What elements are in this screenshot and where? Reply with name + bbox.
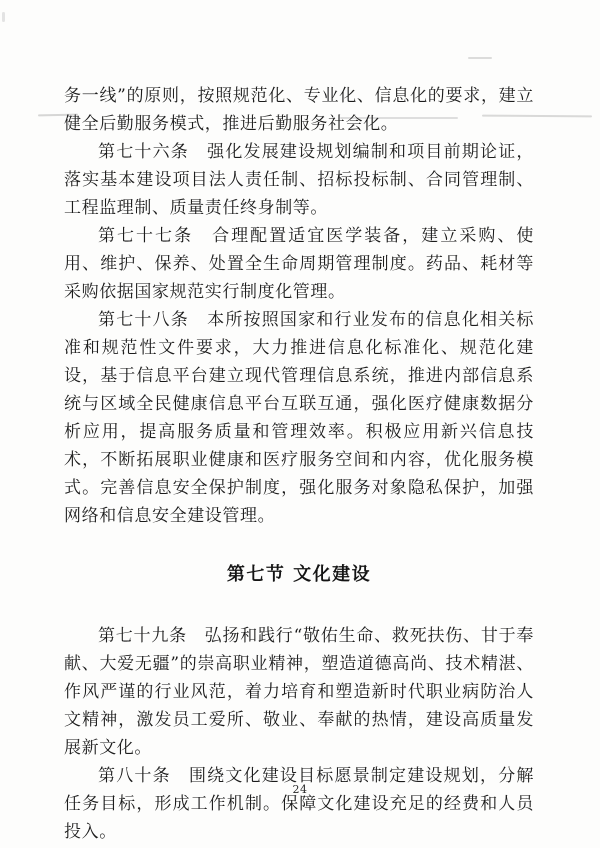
body-paragraph-article-80: 第八十条 围绕文化建设目标愿景制定建设规划，分解任务目标，形成工作机制。保障文化建设充足的经费和人员投入。 bbox=[64, 766, 534, 842]
body-paragraph-article-79: 第七十九条 弘扬和践行“敬佑生命、救死扶伤、甘于奉献、大爱无疆”的崇高职业精神，塑造道德高尚、技术精湛、作风严谨的行业风范，着力培育和塑造新时代职业病防治人文精神，激发员工爱所、敬业、奉献的热情，建设高质量发展新文化。 bbox=[64, 626, 534, 758]
scan-artifact bbox=[468, 57, 492, 59]
body-paragraph-article-77: 第七十七条 合理配置适宜医学装备，建立采购、使用、维护、保养、处置全生命周期管理制度。药品、耗材等采购依据国家规范实行制度化管理。 bbox=[64, 226, 534, 302]
document-body bbox=[64, 82, 534, 846]
body-paragraph-continuation: 务一线”的原则，按照规范化、专业化、信息化的要求，建立健全后勤服务模式，推进后勤服务社会化。 bbox=[64, 86, 534, 134]
scan-artifact bbox=[2, 12, 5, 22]
page-number: 24 bbox=[292, 783, 308, 796]
body-paragraph-article-76: 第七十六条 强化发展建设规划编制和项目前期论证，落实基本建设项目法人责任制、招标投标制、合同管理制、工程监理制、质量责任终身制等。 bbox=[64, 142, 534, 218]
body-paragraph-article-78: 第七十八条 本所按照国家和行业发布的信息化相关标准和规范性文件要求，大力推进信息化标准化、规范化建设，基于信息平台建立现代管理信息系统，推进内部信息系统与区域全民健康信息平台互联互通，强化医疗健康数据分析应用，提高服务质量和管理效率。积极应用新兴信息技术，不断拓展职业健康和医疗服务空间和内容，优化服务模式。完善信息安全保护制度，强化服务对象隐私保护，加强网络和信息安全建设管理。 bbox=[64, 310, 534, 526]
section-heading: 第七节 文化建设 bbox=[226, 564, 372, 585]
